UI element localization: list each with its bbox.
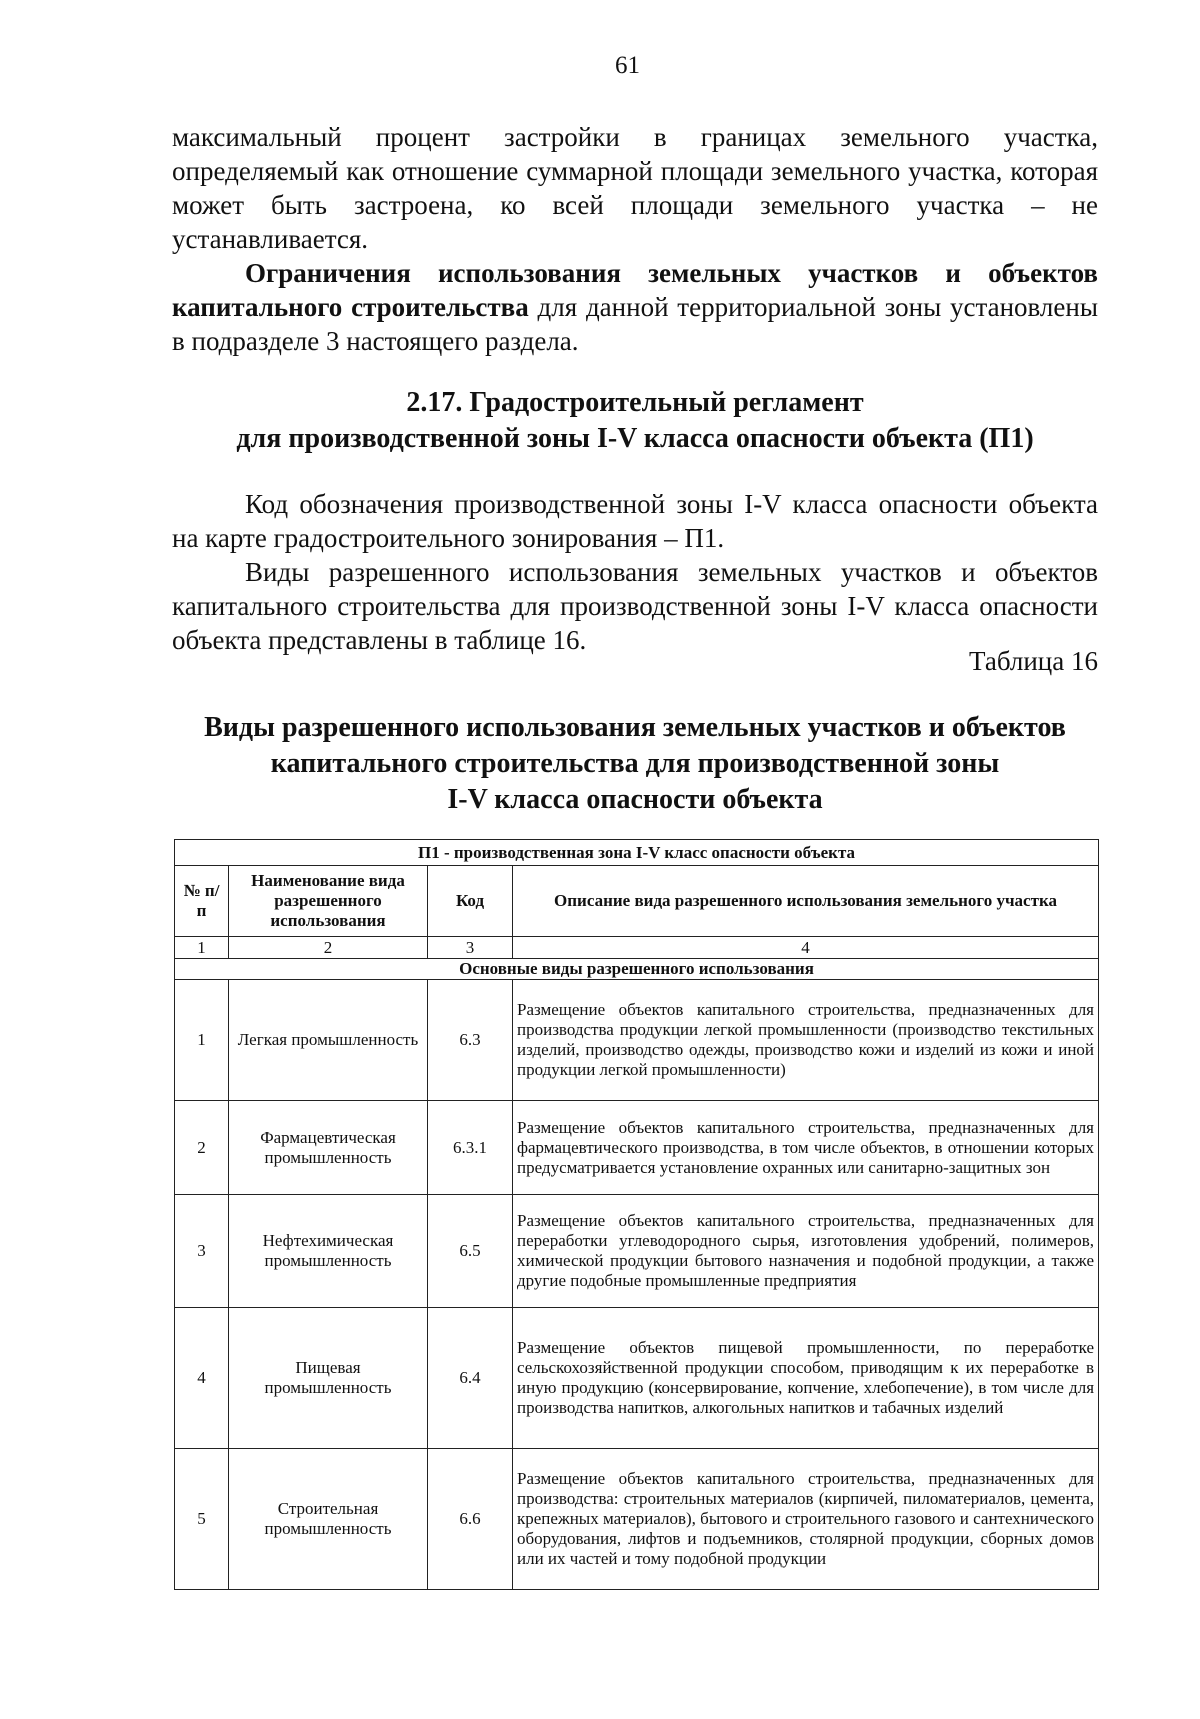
row-name: Пищевая промышленность xyxy=(229,1308,428,1449)
zone-description-text xyxy=(172,487,1098,657)
restrictions-rest: для данной территориальной зоны установлены в подразделе 3 настоящего раздела. xyxy=(172,292,1098,356)
row-desc: Размещение объектов капитального строительства, предназначенных для фармацевтического производства, в том числе объектов, в отношении которых предусматривается установление охранных или санитарно-защитных зон xyxy=(513,1101,1099,1195)
column-number: 1 xyxy=(175,937,229,959)
table-header-row xyxy=(175,866,1099,937)
row-desc: Размещение объектов пищевой промышленности, по переработке сельскохозяйственной продукции способом, приводящим к их переработке в иную продукцию (консервирование, копчение, хлебопечение), в том числе для производства напитков, алкогольных напитков и табачных изделий xyxy=(513,1308,1099,1449)
intro-text xyxy=(172,120,1098,358)
table-zone-title-row xyxy=(175,840,1099,866)
row-num: 1 xyxy=(175,980,229,1101)
table-subheading-row xyxy=(175,959,1099,980)
row-num: 4 xyxy=(175,1308,229,1449)
table-label: Таблица 16 xyxy=(969,646,1098,676)
section-heading xyxy=(172,385,1098,457)
paragraph-zone-code: Код обозначения производственной зоны I-V класса опасности объекта на карте градостроительного зонирования – П1. xyxy=(172,489,1098,553)
row-code: 6.4 xyxy=(428,1308,513,1449)
column-number: 4 xyxy=(513,937,1099,959)
section-heading-line2: для производственной зоны I-V класса опасности объекта (П1) xyxy=(236,423,1034,454)
header-code: Код xyxy=(428,866,513,937)
header-num: № п/п xyxy=(175,866,229,937)
permitted-uses-table xyxy=(174,839,1099,1590)
table-row xyxy=(175,1195,1099,1308)
section-heading-line1: 2.17. Градостроительный регламент xyxy=(406,387,864,418)
table-column-numbers-row xyxy=(175,937,1099,959)
table-heading xyxy=(172,710,1098,818)
row-name: Нефтехимическая промышленность xyxy=(229,1195,428,1308)
row-num: 5 xyxy=(175,1449,229,1590)
table-row xyxy=(175,1308,1099,1449)
table-row xyxy=(175,1101,1099,1195)
table-zone-title: П1 - производственная зона I-V класс опасности объекта xyxy=(175,840,1099,866)
paragraph-restrictions xyxy=(172,256,1098,358)
row-desc: Размещение объектов капитального строительства, предназначенных для производства продукции легкой промышленности (производство текстильных изделий, производство одежды, производство кожи и изделий из кожи и иной продукции легкой промышленности) xyxy=(513,980,1099,1101)
paragraph-building-percentage: максимальный процент застройки в границах земельного участка, определяемый как отношение суммарной площади земельного участка, которая может быть застроена, ко всей площади земельного участка – не устанавливается. xyxy=(172,122,1098,254)
column-number: 2 xyxy=(229,937,428,959)
row-code: 6.5 xyxy=(428,1195,513,1308)
header-name: Наименование вида разрешенного использования xyxy=(229,866,428,937)
row-name: Строительная промышленность xyxy=(229,1449,428,1590)
table-row xyxy=(175,980,1099,1101)
row-code: 6.3 xyxy=(428,980,513,1101)
column-number: 3 xyxy=(428,937,513,959)
paragraph-permitted-uses: Виды разрешенного использования земельных участков и объектов капитального строительства для производственной зоны I-V класса опасности объекта представлены в таблице 16. xyxy=(172,557,1098,655)
row-code: 6.6 xyxy=(428,1449,513,1590)
row-name: Фармацевтическая промышленность xyxy=(229,1101,428,1195)
restrictions-bold-lead: Ограничения использования земельных участков и объектов капитального строительства xyxy=(172,258,1098,322)
page-number: 61 xyxy=(615,52,640,79)
row-name: Легкая промышленность xyxy=(229,980,428,1101)
row-desc: Размещение объектов капитального строительства, предназначенных для производства: строительных материалов (кирпичей, пиломатериалов, цемента, крепежных материалов), бытового и строительного газового и сантехнического оборудования, лифтов и подъемников, столярной продукции, сборных домов или их частей и тому подобной продукции xyxy=(513,1449,1099,1590)
table-subheading: Основные виды разрешенного использования xyxy=(175,959,1099,980)
table-heading-line2: капитального строительства для производственной зоны xyxy=(270,748,1000,779)
table-row xyxy=(175,1449,1099,1590)
table-heading-line1: Виды разрешенного использования земельных участков и объектов xyxy=(204,712,1066,743)
header-desc: Описание вида разрешенного использования земельного участка xyxy=(513,866,1099,937)
row-desc: Размещение объектов капитального строительства, предназначенных для переработки углеводородного сырья, изготовления удобрений, полимеров, химической продукции бытового назначения и подобной продукции, а также другие подобные промышленные предприятия xyxy=(513,1195,1099,1308)
row-num: 3 xyxy=(175,1195,229,1308)
row-code: 6.3.1 xyxy=(428,1101,513,1195)
row-num: 2 xyxy=(175,1101,229,1195)
table-heading-line3: I-V класса опасности объекта xyxy=(447,784,823,815)
